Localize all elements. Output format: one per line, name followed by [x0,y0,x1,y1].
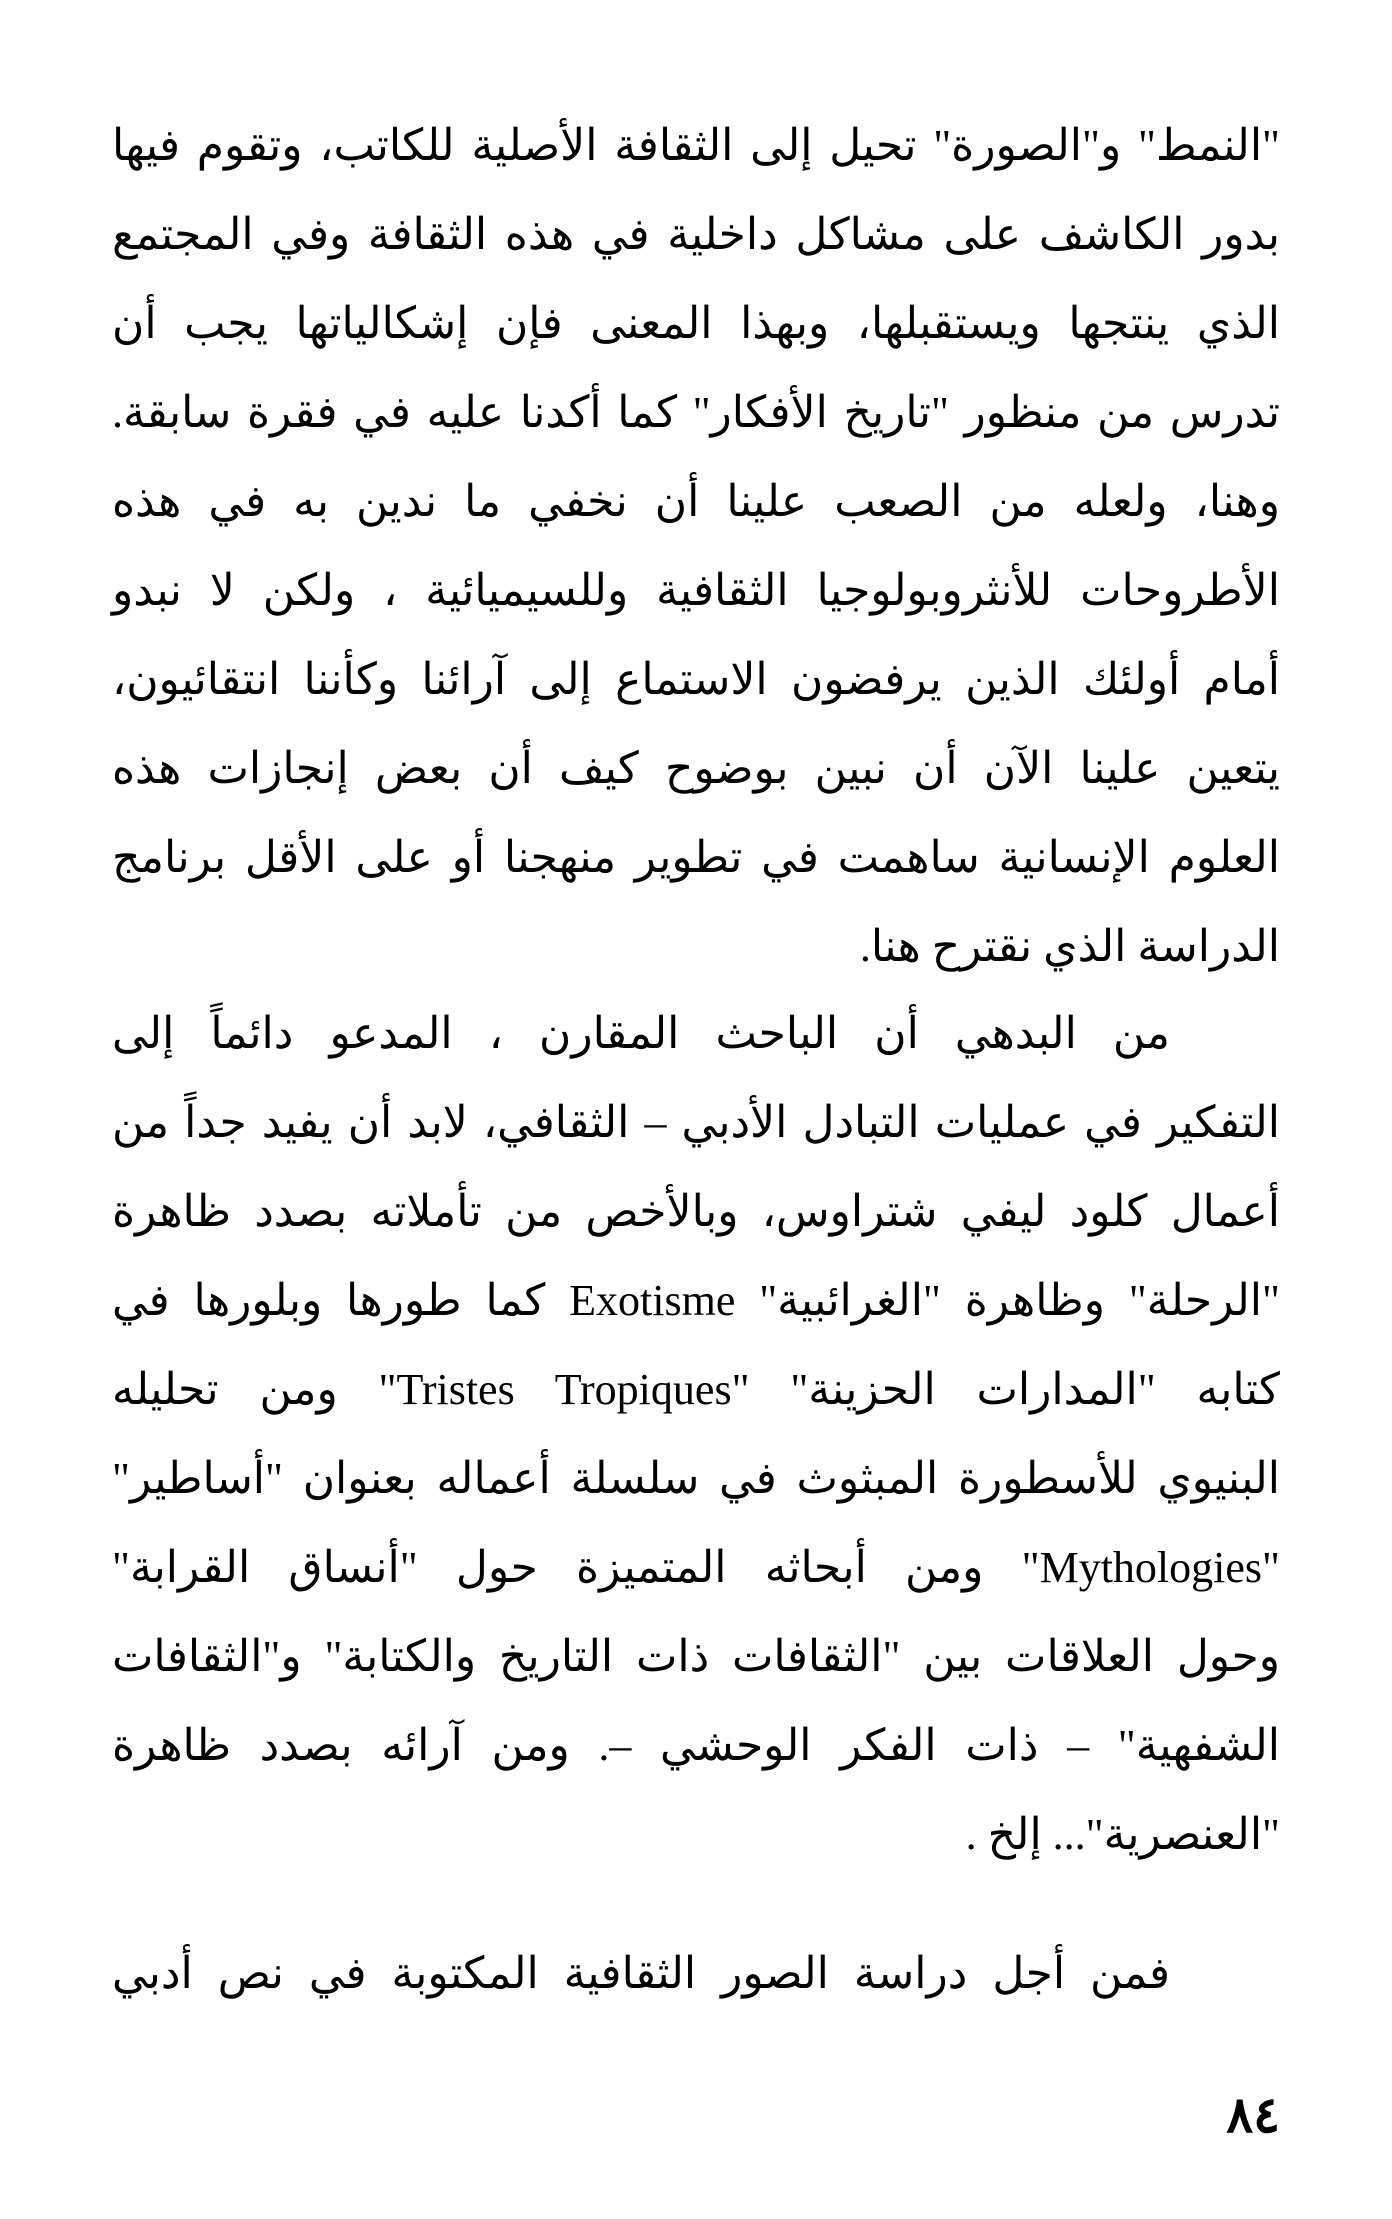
text-line: أمام أولئك الذين يرفضون الاستماع إلى آرائنا وكأننا انتقائيون، [112,655,1280,704]
text-line: الأطروحات للأنثروبولوجيا الثقافية وللسيميائية ، ولكن لا نبدو [112,566,1280,615]
paragraph-3 [112,1929,1280,2018]
text-line: التفكير في عمليات التبادل الأدبي – الثقافي، لابد أن يفيد جداً من [112,1098,1280,1147]
text-line: الشفهية" – ذات الفكر الوحشي –. ومن آرائه بصدد ظاهرة [112,1721,1280,1770]
text-line: الدراسة الذي نقترح هنا. [859,922,1280,971]
text-line: فمن أجل دراسة الصور الثقافية المكتوبة في نص أدبي [112,1949,1170,1998]
text-line: وهنا، ولعله من الصعب علينا أن نخفي ما ندين به في هذه [112,477,1280,526]
text-line: "العنصرية"... إلخ . [965,1810,1280,1859]
text-line: يتعين علينا الآن أن نبين بوضوح كيف أن بعض إنجازات هذه [112,744,1280,793]
text-line: تدرس من منظور "تاريخ الأفكار" كما أكدنا عليه في فقرة سابقة. [112,388,1280,437]
text-line: وحول العلاقات بين "الثقافات ذات التاريخ والكتابة" و"الثقافات [112,1632,1280,1681]
text-line: "الرحلة" وظاهرة "الغرائبية" Exotisme كما طورها وبلورها في [112,1276,1280,1325]
paragraph-2 [112,989,1280,1879]
paragraph-1 [112,101,1280,991]
text-line: كتابه "المدارات الحزينة" "Tristes Tropiques" ومن تحليله [112,1365,1280,1414]
text-line: "Mythologies" ومن أبحاثه المتميزة حول "أنساق القرابة" [112,1543,1280,1592]
text-line: العلوم الإنسانية ساهمت في تطوير منهجنا أو على الأقل برنامج [112,833,1280,882]
text-line: أعمال كلود ليفي شتراوس، وبالأخص من تأملاته بصدد ظاهرة [112,1187,1280,1236]
text-line: بدور الكاشف على مشاكل داخلية في هذه الثقافة وفي المجتمع [112,210,1280,259]
page-number: ٨٤ [1226,2087,1280,2143]
text-line: البنيوي للأسطورة المبثوث في سلسلة أعماله بعنوان "أساطير" [112,1454,1280,1503]
text-line: الذي ينتجها ويستقبلها، وبهذا المعنى فإن إشكالياتها يجب أن [112,299,1280,348]
text-line: "النمط" و"الصورة" تحيل إلى الثقافة الأصلية للكاتب، وتقوم فيها [112,121,1280,170]
text-line: من البدهي أن الباحث المقارن ، المدعو دائماً إلى [112,1009,1170,1058]
